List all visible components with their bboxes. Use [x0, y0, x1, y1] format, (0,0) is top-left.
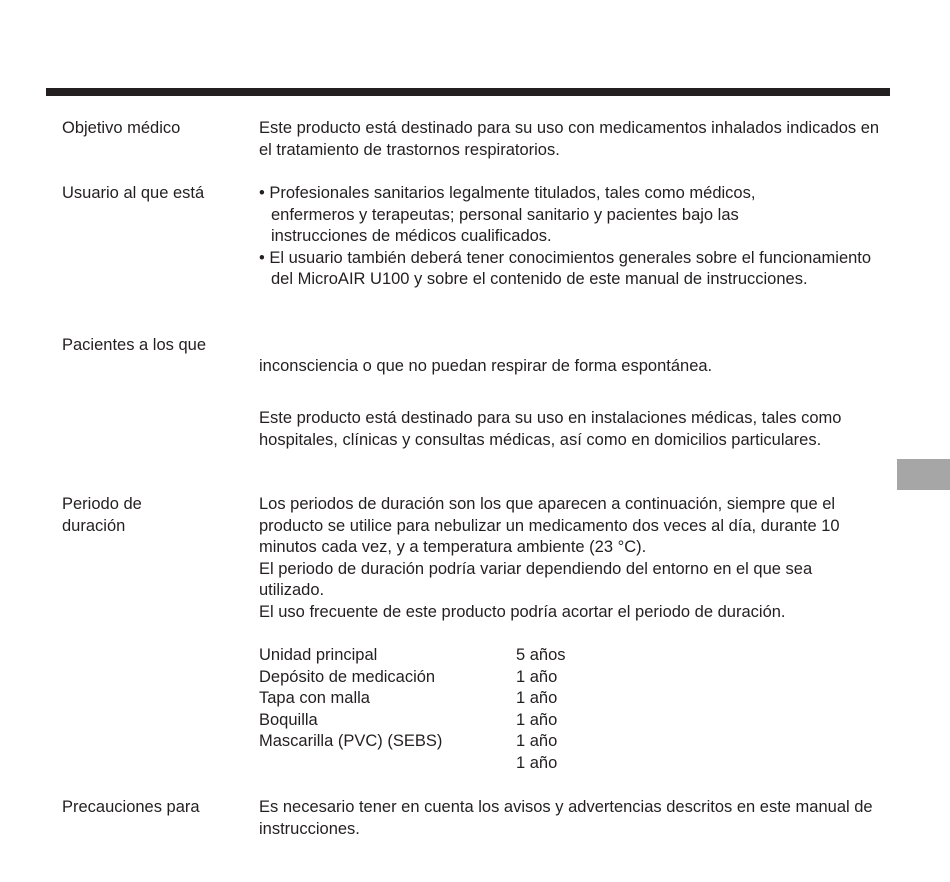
durable-period-label	[62, 494, 142, 537]
table-row	[259, 667, 566, 689]
durable-period-paragraph-3: El uso frecuente de este producto podría acortar el periodo de duración.	[259, 602, 786, 621]
table-row	[259, 688, 566, 710]
medical-purpose-text: Este producto está destinado para su uso con medicamentos inhalados indicados en el tratamiento de trastornos respiratorios.	[259, 119, 880, 159]
medical-purpose-label: Objetivo médico	[62, 119, 181, 137]
intended-user-bullet-2: • El usuario también deberá tener conocimientos generales sobre el funcionamiento del MicroAIR U100 y sobre el contenido de este manual de instrucciones.	[259, 248, 872, 288]
intended-user-bullet-1: • Profesionales sanitarios legalmente titulados, tales como médicos, enfermeros y terapeutas; personal sanitario y pacientes bajo las instrucciones de médicos cualificados.	[259, 184, 756, 245]
durable-period-label-line2: duración	[62, 516, 126, 535]
durable-period-paragraph-2: El periodo de duración podría variar dependiendo del entorno en el que sea utilizado.	[259, 559, 813, 599]
table-row	[259, 753, 566, 775]
table-cell-part: Unidad principal	[259, 646, 378, 664]
table-cell-part: Boquilla	[259, 710, 318, 729]
table-cell-part: Tapa con malla	[259, 689, 370, 708]
header-rule	[46, 88, 890, 96]
durable-period-paragraph-1: Los periodos de duración son los que aparecen a continuación, siempre que el producto se utilice para nebulizar un medicamento dos veces al día, durante 10 minutos cada vez, y a temperatura ambiente (23 °C).	[259, 495, 840, 556]
precautions-label: Precauciones para	[62, 798, 200, 816]
environment-text: Este producto está destinado para su uso en instalaciones médicas, tales como hospitales, clínicas y consultas médicas, así como en domicilios particulares.	[259, 409, 842, 449]
intended-patients-text: inconsciencia o que no puedan respirar de forma espontánea.	[259, 357, 713, 375]
table-cell-period: 1 año	[516, 753, 558, 772]
durable-period-label-line1: Periodo de	[62, 495, 142, 513]
section-tab-marker	[897, 459, 950, 490]
table-cell-period: 1 año	[516, 689, 558, 708]
table-row	[259, 731, 566, 753]
intended-user-list	[259, 183, 889, 291]
table-cell-period: 5 años	[516, 646, 566, 664]
table-cell-period: 1 año	[516, 710, 558, 729]
durable-period-table	[259, 645, 566, 775]
durable-period-text	[259, 494, 889, 623]
table-cell-period: 1 año	[516, 732, 558, 751]
intended-patients-label: Pacientes a los que	[62, 336, 207, 354]
table-cell-period: 1 año	[516, 667, 558, 686]
table-cell-part: Mascarilla (PVC) (SEBS)	[259, 732, 443, 751]
table-cell-part	[259, 753, 516, 775]
table-row	[259, 710, 566, 732]
intended-user-label: Usuario al que está	[62, 184, 205, 202]
precautions-text: Es necesario tener en cuenta los avisos y advertencias descritos en este manual de instrucciones.	[259, 798, 873, 838]
table-cell-part: Depósito de medicación	[259, 667, 436, 686]
table-row	[259, 645, 566, 667]
